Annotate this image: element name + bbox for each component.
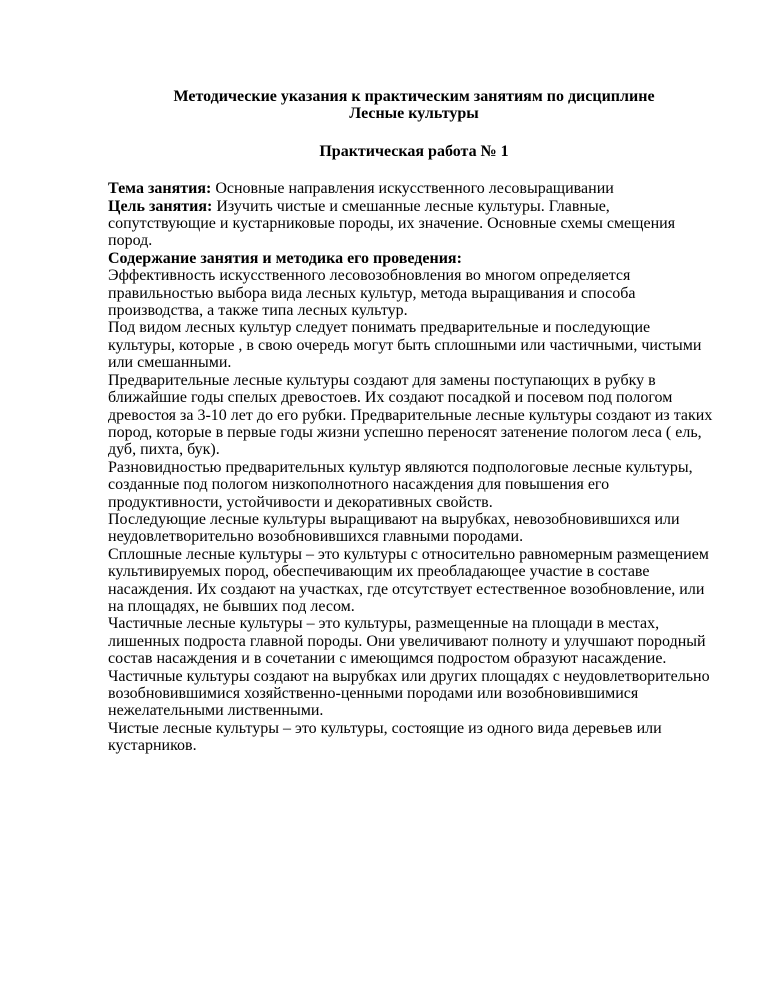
goal-text: Изучить чистые и смешанные лесные культуры. Главные, сопутствующие и кустарниковые породы, их значение. Основные схемы смещения пород. <box>108 197 676 250</box>
document-page <box>108 88 720 755</box>
work-title: Практическая работа № 1 <box>319 142 509 160</box>
document-title-line-1: Методические указания к практическим занятиям по дисциплине <box>173 88 655 105</box>
paragraph-partial: Частичные лесные культуры – это культуры, размещенные на площади в местах, лишенных подроста главной породы. Они увеличивают полноту и улучшают породный состав насаждения и в сочетании с имеющимся подростом образуют насаждение. Частичные культуры создают на вырубках или других площадях с неудовлетворительно возобновившимися хозяйственно-ценными породами или возобновившимися нежелательными лиственными. <box>108 615 710 720</box>
paragraph-continuous: Сплошные лесные культуры – это культуры с относительно равномерным размещением культивируемых пород, обеспечивающим их преобладающее участие в составе насаждения. Их создают на участках, где отсутствует естественное возобновление, или на площадях, не бывших под лесом. <box>108 545 709 615</box>
content-heading: Содержание занятия и методика его проведения: <box>108 249 462 267</box>
paragraph-preliminary: Предварительные лесные культуры создают для замены поступающих в рубку в ближайшие годы спелых древостоев. Их создают посадкой и посевом под пологом древостоя за 3-10 лет до его рубки. Предварительные лесные культуры создают из таких пород, которые в первые годы жизни успешно переносят затенение пологом леса ( ель, дуб, пихта, бук). <box>108 371 713 459</box>
document-title-line-2: Лесные культуры <box>349 105 479 123</box>
goal-label: Цель занятия: <box>108 197 213 215</box>
document-title <box>108 88 720 123</box>
topic-text: Основные направления искусственного лесовыращивании <box>211 180 614 198</box>
paragraph-subsequent: Последующие лесные культуры выращивают на вырубках, невозобновившихся или неудовлетворительно возобновившихся главными породами. <box>108 510 680 546</box>
topic-paragraph <box>108 180 720 197</box>
paragraph-efficiency: Эффективность искусственного лесовозобновления во многом определяется правильностью выбора вида лесных культур, метода выращивания и способа производства, а также типа лесных культур. <box>108 267 636 320</box>
paragraph-pure: Чистые лесные культуры – это культуры, состоящие из одного вида деревьев или кустарников. <box>108 719 662 755</box>
topic-label: Тема занятия: <box>108 180 212 198</box>
paragraph-undercanopy: Разновидностью предварительных культур являются подпологовые лесные культуры, созданные под пологом низкополнотного насаждения для повышения его продуктивности, устойчивости и декоративных свойств. <box>108 458 693 511</box>
goal-paragraph <box>108 198 720 250</box>
paragraph-types: Под видом лесных культур следует понимать предварительные и последующие культуры, которые , в свою очередь могут быть сплошными или частичными, чистыми или смешанными. <box>108 319 702 372</box>
